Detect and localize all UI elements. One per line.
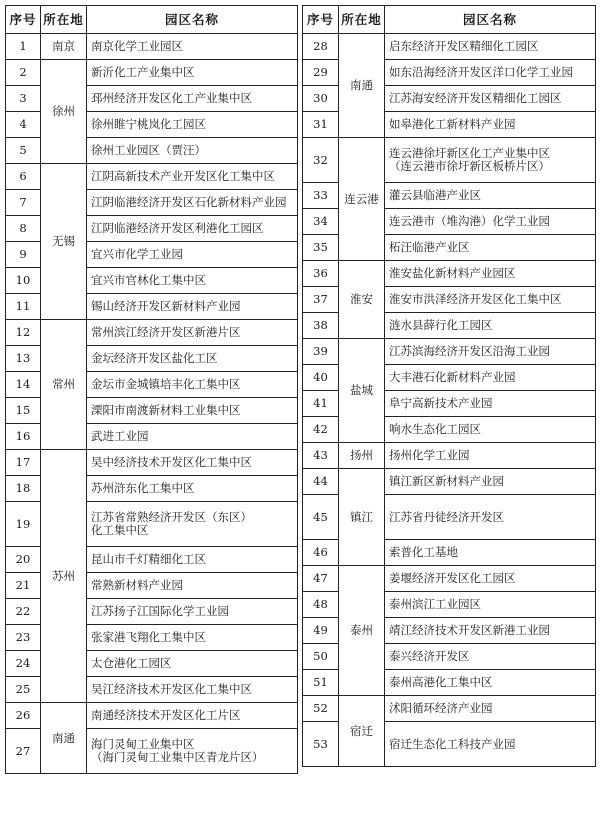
park-name: 江苏省常熟经济开发区（东区） 化工集中区: [87, 502, 298, 547]
park-name: 泰州高港化工集中区: [385, 670, 596, 696]
row-number: 24: [6, 651, 41, 677]
park-name: 索普化工基地: [385, 540, 596, 566]
location-cell: 盐城: [339, 339, 385, 443]
table-row: [303, 696, 596, 722]
table-row: [6, 320, 298, 346]
row-number: 26: [6, 703, 41, 729]
row-number: 6: [6, 164, 41, 190]
row-number: 53: [303, 722, 339, 767]
park-name: 柘汪临港产业区: [385, 235, 596, 261]
row-number: 43: [303, 443, 339, 469]
header-number: 序号: [6, 6, 41, 34]
header-row: [303, 6, 596, 34]
park-name: 靖江经济技术开发区新港工业园: [385, 618, 596, 644]
row-number: 13: [6, 346, 41, 372]
header-row: [6, 6, 298, 34]
park-name: 苏州浒东化工集中区: [87, 476, 298, 502]
table-row: [303, 339, 596, 365]
row-number: 2: [6, 60, 41, 86]
park-name: 江阴临港经济开发区利港化工园区: [87, 216, 298, 242]
location-cell: 镇江: [339, 469, 385, 566]
location-cell: 南京: [41, 34, 87, 60]
row-number: 28: [303, 34, 339, 60]
location-cell: 常州: [41, 320, 87, 450]
row-number: 44: [303, 469, 339, 495]
table-row: [303, 138, 596, 183]
row-number: 38: [303, 313, 339, 339]
park-name: 江苏扬子江国际化学工业园: [87, 599, 298, 625]
park-name: 泰州滨江工业园区: [385, 592, 596, 618]
park-name: 江阴高新技术产业开发区化工集中区: [87, 164, 298, 190]
row-number: 33: [303, 183, 339, 209]
park-name: 宜兴市官林化工集中区: [87, 268, 298, 294]
park-name: 常州滨江经济开发区新港片区: [87, 320, 298, 346]
row-number: 47: [303, 566, 339, 592]
header-location: 所在地: [339, 6, 385, 34]
row-number: 9: [6, 242, 41, 268]
row-number: 32: [303, 138, 339, 183]
row-number: 50: [303, 644, 339, 670]
park-name: 扬州化学工业园: [385, 443, 596, 469]
row-number: 30: [303, 86, 339, 112]
park-name: 武进工业园: [87, 424, 298, 450]
park-name: 江苏海安经济开发区精细化工园区: [385, 86, 596, 112]
row-number: 35: [303, 235, 339, 261]
park-name: 阜宁高新技术产业园: [385, 391, 596, 417]
row-number: 49: [303, 618, 339, 644]
row-number: 7: [6, 190, 41, 216]
row-number: 34: [303, 209, 339, 235]
table-row: [303, 566, 596, 592]
row-number: 19: [6, 502, 41, 547]
park-name: 锡山经济开发区新材料产业园: [87, 294, 298, 320]
row-number: 8: [6, 216, 41, 242]
row-number: 31: [303, 112, 339, 138]
row-number: 1: [6, 34, 41, 60]
park-name: 连云港市（堆沟港）化学工业园: [385, 209, 596, 235]
park-name: 金坛经济开发区盐化工区: [87, 346, 298, 372]
park-name: 灌云县临港产业区: [385, 183, 596, 209]
table-row: [6, 164, 298, 190]
park-name: 金坛市金城镇培丰化工集中区: [87, 372, 298, 398]
row-number: 4: [6, 112, 41, 138]
park-name: 泰兴经济开发区: [385, 644, 596, 670]
park-name: 徐州睢宁桃岚化工园区: [87, 112, 298, 138]
table-row: [303, 443, 596, 469]
park-name: 徐州工业园区（贾汪）: [87, 138, 298, 164]
table-row: [6, 450, 298, 476]
park-name: 镇江新区新材料产业园: [385, 469, 596, 495]
park-name: 如皋港化工新材料产业园: [385, 112, 596, 138]
park-name: 淮安盐化新材料产业园区: [385, 261, 596, 287]
park-name: 姜堰经济开发区化工园区: [385, 566, 596, 592]
location-cell: 宿迁: [339, 696, 385, 767]
header-number: 序号: [303, 6, 339, 34]
row-number: 51: [303, 670, 339, 696]
row-number: 14: [6, 372, 41, 398]
row-number: 11: [6, 294, 41, 320]
row-number: 37: [303, 287, 339, 313]
header-park-name: 园区名称: [385, 6, 596, 34]
park-name: 连云港徐圩新区化工产业集中区 （连云港市徐圩新区板桥片区）: [385, 138, 596, 183]
park-name: 海门灵甸工业集中区 （海门灵甸工业集中区青龙片区）: [87, 729, 298, 774]
row-number: 29: [303, 60, 339, 86]
row-number: 18: [6, 476, 41, 502]
park-name: 吴中经济技术开发区化工集中区: [87, 450, 298, 476]
park-name: 常熟新材料产业园: [87, 573, 298, 599]
park-name: 宿迁生态化工科技产业园: [385, 722, 596, 767]
row-number: 23: [6, 625, 41, 651]
park-name: 大丰港石化新材料产业园: [385, 365, 596, 391]
park-name: 江苏省丹徒经济开发区: [385, 495, 596, 540]
location-cell: 淮安: [339, 261, 385, 339]
header-location: 所在地: [41, 6, 87, 34]
row-number: 25: [6, 677, 41, 703]
row-number: 20: [6, 547, 41, 573]
row-number: 21: [6, 573, 41, 599]
table-row: [303, 34, 596, 60]
row-number: 16: [6, 424, 41, 450]
park-name: 响水生态化工园区: [385, 417, 596, 443]
row-number: 41: [303, 391, 339, 417]
row-number: 48: [303, 592, 339, 618]
location-cell: 苏州: [41, 450, 87, 703]
park-name: 沭阳循环经济产业园: [385, 696, 596, 722]
row-number: 27: [6, 729, 41, 774]
location-cell: 连云港: [339, 138, 385, 261]
row-number: 3: [6, 86, 41, 112]
row-number: 10: [6, 268, 41, 294]
park-table-left: [5, 5, 298, 774]
table-row: [303, 261, 596, 287]
row-number: 36: [303, 261, 339, 287]
row-number: 39: [303, 339, 339, 365]
row-number: 40: [303, 365, 339, 391]
park-name: 如东沿海经济开发区洋口化学工业园: [385, 60, 596, 86]
park-name: 南京化学工业园区: [87, 34, 298, 60]
park-name: 昆山市千灯精细化工区: [87, 547, 298, 573]
table-row: [6, 34, 298, 60]
park-name: 邳州经济开发区化工产业集中区: [87, 86, 298, 112]
park-name: 江苏滨海经济开发区沿海工业园: [385, 339, 596, 365]
park-name: 溧阳市南渡新材料工业集中区: [87, 398, 298, 424]
location-cell: 南通: [339, 34, 385, 138]
location-cell: 徐州: [41, 60, 87, 164]
location-cell: 扬州: [339, 443, 385, 469]
row-number: 5: [6, 138, 41, 164]
park-table-right: [302, 5, 596, 767]
row-number: 42: [303, 417, 339, 443]
row-number: 15: [6, 398, 41, 424]
location-cell: 南通: [41, 703, 87, 774]
row-number: 12: [6, 320, 41, 346]
park-name: 吴江经济技术开发区化工集中区: [87, 677, 298, 703]
park-name: 新沂化工产业集中区: [87, 60, 298, 86]
park-name: 江阴临港经济开发区石化新材料产业园: [87, 190, 298, 216]
park-name: 启东经济开发区精细化工园区: [385, 34, 596, 60]
table-row: [303, 469, 596, 495]
table-row: [6, 60, 298, 86]
table-row: [6, 703, 298, 729]
park-name: 太仓港化工园区: [87, 651, 298, 677]
row-number: 46: [303, 540, 339, 566]
row-number: 22: [6, 599, 41, 625]
location-cell: 泰州: [339, 566, 385, 696]
row-number: 45: [303, 495, 339, 540]
park-name: 宜兴市化学工业园: [87, 242, 298, 268]
location-cell: 无锡: [41, 164, 87, 320]
header-park-name: 园区名称: [87, 6, 298, 34]
park-name: 淮安市洪泽经济开发区化工集中区: [385, 287, 596, 313]
park-name: 南通经济技术开发区化工片区: [87, 703, 298, 729]
row-number: 17: [6, 450, 41, 476]
park-name: 张家港飞翔化工集中区: [87, 625, 298, 651]
row-number: 52: [303, 696, 339, 722]
park-name: 涟水县薛行化工园区: [385, 313, 596, 339]
